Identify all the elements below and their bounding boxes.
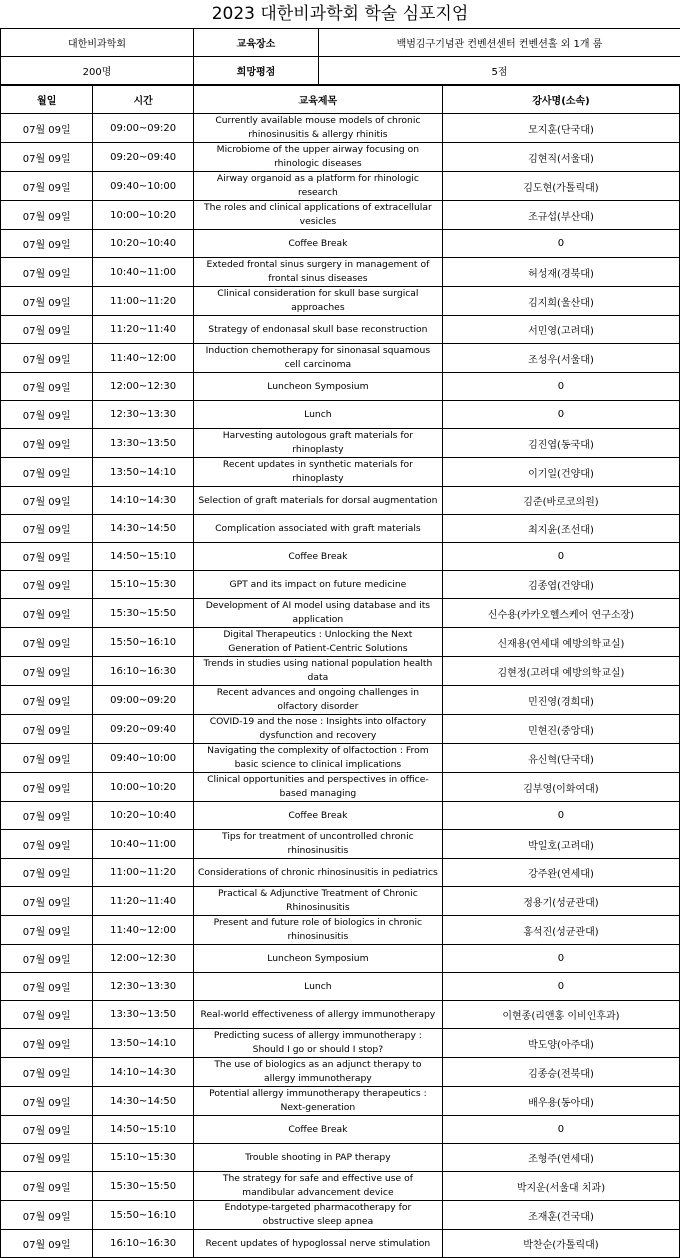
table-row [1, 1087, 680, 1116]
row-speaker: 최지윤(조선대) [442, 515, 679, 543]
row-date: 07월 09일 [1, 458, 93, 487]
row-time: 11:40~12:00 [93, 916, 193, 945]
row-date: 07월 09일 [1, 916, 93, 945]
table-row [1, 172, 680, 201]
row-speaker: 홍석진(성균관대) [442, 916, 679, 945]
table-row [1, 429, 680, 458]
row-speaker: 김부영(이화여대) [442, 773, 679, 802]
row-topic: Predicting sucess of allergy immunotherapy : Should I go or should I stop? [193, 1029, 442, 1058]
row-date: 07월 09일 [1, 744, 93, 773]
row-date: 07월 09일 [1, 487, 93, 515]
table-row [1, 201, 680, 230]
row-speaker: 박지운(서울대 치과) [442, 1172, 679, 1201]
table-row [1, 458, 680, 487]
row-date: 07월 09일 [1, 287, 93, 316]
row-time: 13:30~13:50 [93, 429, 193, 458]
row-date: 07월 09일 [1, 1172, 93, 1201]
row-topic: Harvesting autologous graft materials for rhinoplasty [193, 429, 442, 458]
row-speaker: 김진엽(동국대) [442, 429, 679, 458]
row-time: 15:10~15:30 [93, 571, 193, 599]
row-date: 07월 09일 [1, 143, 93, 172]
row-speaker: 김종승(전북대) [442, 1058, 679, 1087]
row-topic: Trends in studies using national population health data [193, 657, 442, 686]
row-time: 12:00~12:30 [93, 373, 193, 401]
row-speaker: 0 [442, 945, 679, 973]
header-time: 시간 [93, 86, 193, 114]
row-topic: Real-world effectiveness of allergy immunotherapy [193, 1001, 442, 1029]
row-date: 07월 09일 [1, 1230, 93, 1258]
table-row [1, 258, 680, 287]
row-date: 07월 09일 [1, 686, 93, 715]
row-time: 14:30~14:50 [93, 515, 193, 543]
row-speaker: 0 [442, 543, 679, 571]
row-topic: Lunch [193, 973, 442, 1001]
row-topic: Practical & Adjunctive Treatment of Chronic Rhinosinusitis [193, 887, 442, 916]
row-date: 07월 09일 [1, 715, 93, 744]
row-date: 07월 09일 [1, 114, 93, 143]
row-topic: Strategy of endonasal skull base reconstruction [193, 316, 442, 344]
row-topic: Coffee Break [193, 230, 442, 258]
course-info-table [0, 28, 680, 85]
row-topic: Complication associated with graft materials [193, 515, 442, 543]
row-speaker: 0 [442, 230, 679, 258]
table-row [1, 628, 680, 657]
row-speaker: 민진영(경희대) [442, 686, 679, 715]
row-time: 09:40~10:00 [93, 744, 193, 773]
table-row [1, 114, 680, 143]
row-speaker: 이기일(건양대) [442, 458, 679, 487]
row-time: 11:40~12:00 [93, 344, 193, 373]
row-time: 11:20~11:40 [93, 887, 193, 916]
row-date: 07월 09일 [1, 1144, 93, 1172]
row-date: 07월 09일 [1, 1116, 93, 1144]
row-topic: Lunch [193, 401, 442, 429]
table-row [1, 802, 680, 830]
table-row [1, 599, 680, 628]
row-topic: The roles and clinical applications of extracellular vesicles [193, 201, 442, 230]
info-row [1, 29, 680, 57]
rating-value: 5점 [319, 57, 680, 85]
row-topic: Present and future role of biologics in chronic rhinosinusitis [193, 916, 442, 945]
row-time: 14:30~14:50 [93, 1087, 193, 1116]
row-speaker: 조재훈(건국대) [442, 1201, 679, 1230]
row-speaker: 조성우(서울대) [442, 344, 679, 373]
row-speaker: 신재용(연세대 예방의학교실) [442, 628, 679, 657]
row-topic: Digital Therapeutics : Unlocking the Next Generation of Patient-Centric Solutions [193, 628, 442, 657]
row-topic: The use of biologics as an adjunct therapy to allergy immunotherapy [193, 1058, 442, 1087]
table-row [1, 543, 680, 571]
row-time: 14:10~14:30 [93, 1058, 193, 1087]
location-label: 교육장소 [194, 29, 319, 57]
table-row [1, 373, 680, 401]
table-row [1, 1058, 680, 1087]
row-time: 16:10~16:30 [93, 657, 193, 686]
row-date: 07월 09일 [1, 543, 93, 571]
row-topic: Induction chemotherapy for sinonasal squamous cell carcinoma [193, 344, 442, 373]
row-time: 11:00~11:20 [93, 287, 193, 316]
row-topic: Coffee Break [193, 802, 442, 830]
table-row [1, 657, 680, 686]
row-speaker: 배우용(동아대) [442, 1087, 679, 1116]
table-row [1, 316, 680, 344]
row-date: 07월 09일 [1, 1058, 93, 1087]
row-time: 15:50~16:10 [93, 628, 193, 657]
row-date: 07월 09일 [1, 258, 93, 287]
row-topic: Clinical opportunities and perspectives in office-based managing [193, 773, 442, 802]
row-topic: Trouble shooting in PAP therapy [193, 1144, 442, 1172]
row-speaker: 허성재(경북대) [442, 258, 679, 287]
row-time: 10:20~10:40 [93, 802, 193, 830]
table-row [1, 715, 680, 744]
row-speaker: 조규섭(부산대) [442, 201, 679, 230]
organizer-value: 대한비과학회 [1, 29, 194, 57]
row-time: 14:50~15:10 [93, 543, 193, 571]
capacity-value: 200명 [1, 57, 194, 85]
row-speaker: 서민영(고려대) [442, 316, 679, 344]
row-time: 10:40~11:00 [93, 830, 193, 859]
row-topic: Navigating the complexity of olfactoction : From basic science to clinical implications [193, 744, 442, 773]
row-speaker: 0 [442, 373, 679, 401]
row-topic: Luncheon Symposium [193, 373, 442, 401]
table-row [1, 571, 680, 599]
row-time: 16:10~16:30 [93, 1230, 193, 1258]
row-topic: Recent updates of hypoglossal nerve stimulation [193, 1230, 442, 1258]
row-time: 14:50~15:10 [93, 1116, 193, 1144]
row-time: 14:10~14:30 [93, 487, 193, 515]
table-row [1, 401, 680, 429]
document-title: 2023 대한비과학회 학술 심포지엄 [0, 0, 680, 28]
row-time: 12:30~13:30 [93, 401, 193, 429]
row-speaker: 김현정(고려대 예방의학교실) [442, 657, 679, 686]
table-row [1, 973, 680, 1001]
table-row [1, 344, 680, 373]
row-date: 07월 09일 [1, 344, 93, 373]
row-speaker: 김현직(서울대) [442, 143, 679, 172]
table-row [1, 230, 680, 258]
row-speaker: 0 [442, 973, 679, 1001]
row-date: 07월 09일 [1, 830, 93, 859]
row-speaker: 0 [442, 1116, 679, 1144]
row-topic: Endotype-targeted pharmacotherapy for obstructive sleep apnea [193, 1201, 442, 1230]
row-date: 07월 09일 [1, 802, 93, 830]
row-date: 07월 09일 [1, 1029, 93, 1058]
location-value: 백범김구기념관 컨벤션센터 컨벤션홀 외 1개 룸 [319, 29, 680, 57]
table-row [1, 887, 680, 916]
row-time: 09:20~09:40 [93, 143, 193, 172]
row-date: 07월 09일 [1, 571, 93, 599]
row-time: 09:20~09:40 [93, 715, 193, 744]
row-date: 07월 09일 [1, 316, 93, 344]
row-topic: Development of AI model using database and its application [193, 599, 442, 628]
table-row [1, 859, 680, 887]
row-time: 15:30~15:50 [93, 1172, 193, 1201]
table-row [1, 1201, 680, 1230]
row-speaker: 조형주(연세대) [442, 1144, 679, 1172]
info-row [1, 57, 680, 85]
rating-label: 희망평점 [194, 57, 319, 85]
row-topic: Tips for treatment of uncontrolled chronic rhinosinusitis [193, 830, 442, 859]
row-speaker: 0 [442, 401, 679, 429]
row-date: 07월 09일 [1, 230, 93, 258]
row-topic: Microbiome of the upper airway focusing on rhinologic diseases [193, 143, 442, 172]
table-row [1, 686, 680, 715]
row-time: 13:30~13:50 [93, 1001, 193, 1029]
row-speaker: 김준(바로코의원) [442, 487, 679, 515]
table-row [1, 916, 680, 945]
row-date: 07월 09일 [1, 401, 93, 429]
row-topic: Potential allergy immunotherapy therapeutics : Next-generation [193, 1087, 442, 1116]
schedule-header-row [1, 86, 680, 114]
row-date: 07월 09일 [1, 859, 93, 887]
row-topic: Exteded frontal sinus surgery in management of frontal sinus diseases [193, 258, 442, 287]
row-speaker: 이현종(리앤홍 이비인후과) [442, 1001, 679, 1029]
row-time: 10:00~10:20 [93, 773, 193, 802]
row-speaker: 신수용(카카오헬스케어 연구소장) [442, 599, 679, 628]
row-speaker: 김도현(가톨릭대) [442, 172, 679, 201]
row-topic: Selection of graft materials for dorsal augmentation [193, 487, 442, 515]
table-row [1, 515, 680, 543]
row-date: 07월 09일 [1, 1087, 93, 1116]
row-time: 10:40~11:00 [93, 258, 193, 287]
header-speaker: 강사명(소속) [442, 86, 679, 114]
row-date: 07월 09일 [1, 657, 93, 686]
row-speaker: 박일호(고려대) [442, 830, 679, 859]
row-topic: Recent updates in synthetic materials for rhinoplasty [193, 458, 442, 487]
row-speaker: 김지희(울산대) [442, 287, 679, 316]
row-time: 13:50~14:10 [93, 1029, 193, 1058]
table-row [1, 143, 680, 172]
row-date: 07월 09일 [1, 201, 93, 230]
row-topic: COVID-19 and the nose : Insights into olfactory dysfunction and recovery [193, 715, 442, 744]
row-time: 15:50~16:10 [93, 1201, 193, 1230]
table-row [1, 1029, 680, 1058]
row-topic: The strategy for safe and effective use of mandibular advancement device [193, 1172, 442, 1201]
row-speaker: 유신혁(단국대) [442, 744, 679, 773]
header-topic: 교육제목 [193, 86, 442, 114]
row-time: 12:00~12:30 [93, 945, 193, 973]
row-topic: Luncheon Symposium [193, 945, 442, 973]
table-row [1, 773, 680, 802]
schedule-body [1, 114, 680, 1258]
row-time: 09:00~09:20 [93, 114, 193, 143]
row-time: 09:00~09:20 [93, 686, 193, 715]
header-date: 월일 [1, 86, 93, 114]
table-row [1, 1144, 680, 1172]
table-row [1, 945, 680, 973]
row-time: 10:00~10:20 [93, 201, 193, 230]
row-topic: Coffee Break [193, 543, 442, 571]
row-date: 07월 09일 [1, 515, 93, 543]
row-topic: Clinical consideration for skull base surgical approaches [193, 287, 442, 316]
row-date: 07월 09일 [1, 887, 93, 916]
row-date: 07월 09일 [1, 973, 93, 1001]
row-speaker: 0 [442, 802, 679, 830]
row-topic: Currently available mouse models of chronic rhinosinusitis & allergy rhinitis [193, 114, 442, 143]
row-time: 13:50~14:10 [93, 458, 193, 487]
table-row [1, 287, 680, 316]
row-date: 07월 09일 [1, 1201, 93, 1230]
table-row [1, 830, 680, 859]
row-date: 07월 09일 [1, 373, 93, 401]
row-time: 12:30~13:30 [93, 973, 193, 1001]
table-row [1, 1230, 680, 1258]
row-speaker: 박도양(아주대) [442, 1029, 679, 1058]
row-date: 07월 09일 [1, 628, 93, 657]
row-topic: Considerations of chronic rhinosinusitis in pediatrics [193, 859, 442, 887]
row-time: 15:10~15:30 [93, 1144, 193, 1172]
row-time: 09:40~10:00 [93, 172, 193, 201]
row-time: 11:00~11:20 [93, 859, 193, 887]
table-row [1, 1001, 680, 1029]
schedule-table [0, 85, 680, 1258]
row-speaker: 김종엽(건양대) [442, 571, 679, 599]
row-topic: GPT and its impact on future medicine [193, 571, 442, 599]
row-speaker: 모지훈(단국대) [442, 114, 679, 143]
row-date: 07월 09일 [1, 429, 93, 458]
table-row [1, 487, 680, 515]
row-date: 07월 09일 [1, 945, 93, 973]
row-time: 15:30~15:50 [93, 599, 193, 628]
row-speaker: 민현진(중앙대) [442, 715, 679, 744]
row-speaker: 박찬순(가톨릭대) [442, 1230, 679, 1258]
row-topic: Airway organoid as a platform for rhinologic research [193, 172, 442, 201]
row-topic: Recent advances and ongoing challenges in olfactory disorder [193, 686, 442, 715]
row-date: 07월 09일 [1, 172, 93, 201]
row-time: 10:20~10:40 [93, 230, 193, 258]
table-row [1, 1172, 680, 1201]
table-row [1, 744, 680, 773]
row-date: 07월 09일 [1, 599, 93, 628]
row-time: 11:20~11:40 [93, 316, 193, 344]
row-speaker: 강주완(연세대) [442, 859, 679, 887]
row-date: 07월 09일 [1, 773, 93, 802]
table-row [1, 1116, 680, 1144]
row-date: 07월 09일 [1, 1001, 93, 1029]
row-topic: Coffee Break [193, 1116, 442, 1144]
row-speaker: 정용기(성균관대) [442, 887, 679, 916]
